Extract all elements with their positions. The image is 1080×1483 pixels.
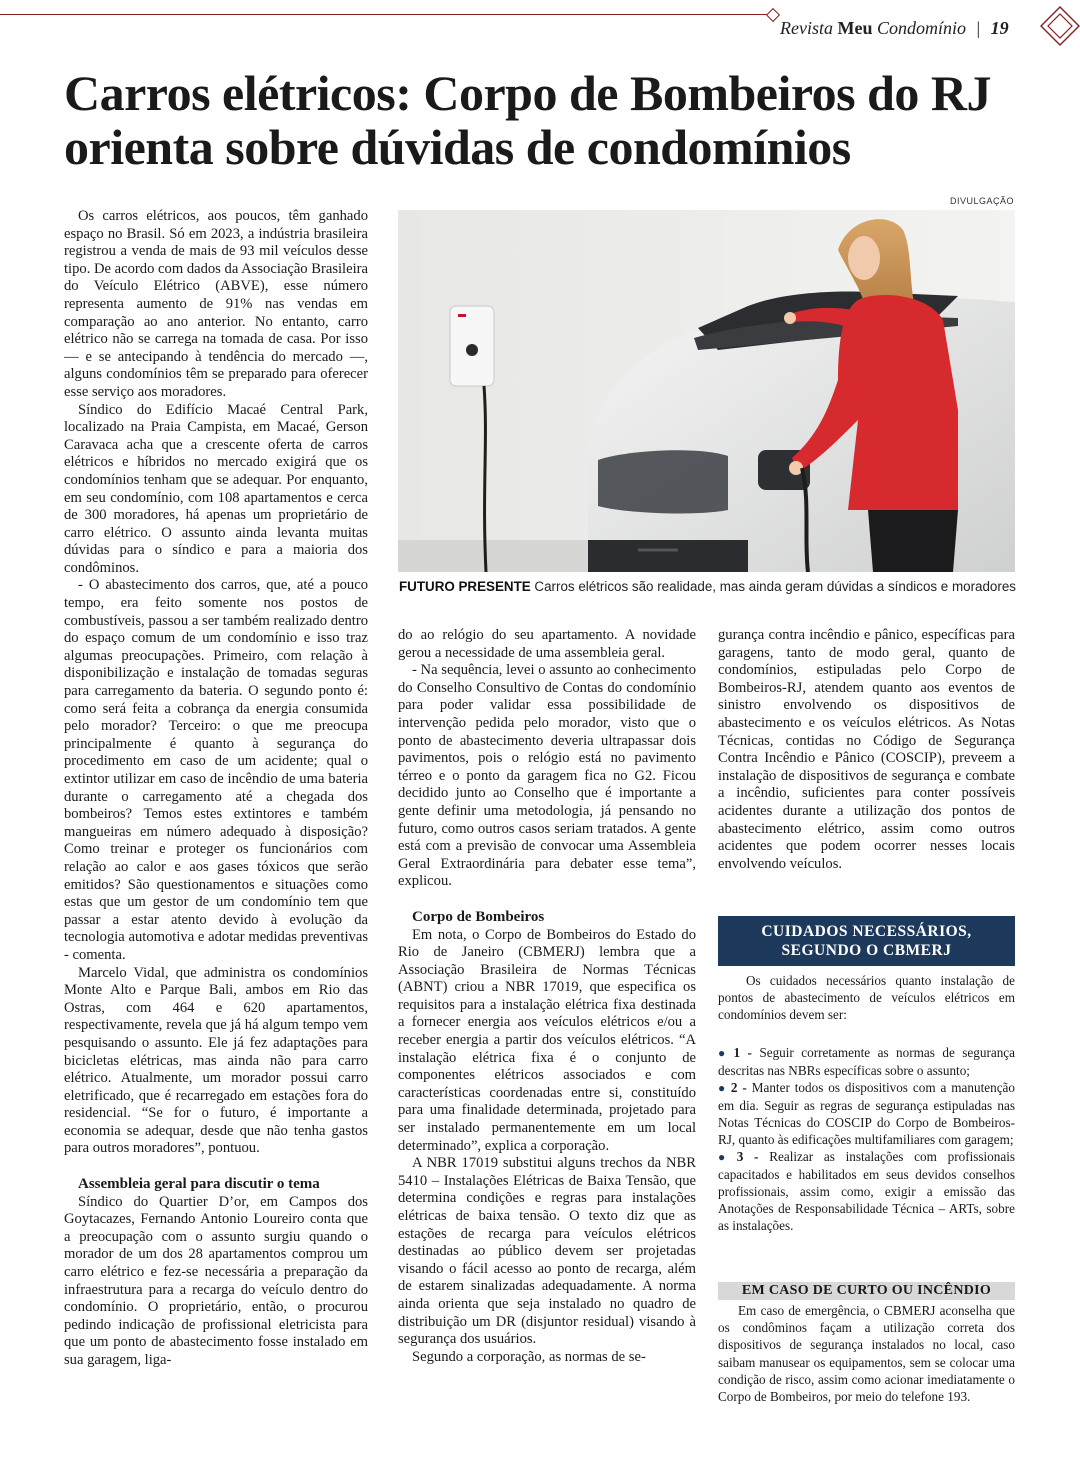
- paragraph: Em nota, o Corpo de Bombeiros do Estado do Rio de Janeiro (CBMERJ) lembra que a Associação Brasileira de Normas Técnicas (ABNT) criou a NBR 17019, que especifica os requisitos para a instalação elétrica fixa destinada a fornecer energia aos veículos elétricos e/ou a receber energia a partir dos veículos elétricos. “A instalação elétrica fixa é o conjunto de componentes elétricos associados e com características coordenadas entre si, constituído para uma finalidade determinada, projetado para ser instalado permanentemente em um local determinado”, explica a corporação.: [398, 926, 696, 1154]
- emergency-text: Em caso de emergência, o CBMERJ aconselha que os condôminos façam a utilização correta dos dispositivos de segurança instalados no local, caso saibam manusear os equipamentos, sem se colocar uma condição de risco, assim como acionar imediatamente o Corpo de Bombeiros, por meio do telefone 193.: [718, 1303, 1015, 1405]
- caption-lead: FUTURO PRESENTE: [399, 579, 531, 594]
- masthead-revista: Revista: [780, 18, 833, 38]
- bullet-item: [718, 1079, 1015, 1148]
- paragraph: do ao relógio do seu apartamento. A novidade gerou a necessidade de uma assembleia geral.: [398, 627, 696, 661]
- paragraph: Marcelo Vidal, que administra os condomínios Monte Alto e Parque Bali, ambos em Rio das Ostras, com 464 e 620 apartamentos, respectivamente, revela que já há algum tempo vem pesquisando o assunto. Ele já fez adaptações para bicicletas elétricas, mas ainda não para carro elétrico. Atualmente, um morador possui carro eletrificado, que é recarregado em estações fora do residencial. “Se for o futuro, é importante a economia se adequar, desde que não tenha gastos para outros moradores”, pontuou.: [64, 964, 368, 1157]
- subheading-bombeiros: Corpo de Bombeiros: [412, 908, 545, 925]
- caption-text: Carros elétricos são realidade, mas ainda geram dúvidas a síndicos e moradores: [534, 579, 1016, 594]
- bullet-text: Seguir corretamente as normas de segurança descritas nas NBRs específicas sobre o assunto;: [718, 1045, 1015, 1078]
- corner-diamond-icon: [1040, 6, 1080, 46]
- paragraph: A NBR 17019 substitui alguns trechos da NBR 5410 – Instalações Elétricas de Baixa Tensão, que determina condições e regras para instalações elétricas de baixa tensão. O texto diz que as estações de recarga para veículos elétricos destinadas ao público devem ser projetadas visando o fácil acesso ao ponto de recarga, além de estarem sinalizadas adequadamente. A norma ainda orienta que seja instalado no quadro de distribuição um DR (disjuntor residual) visando à segurança dos usuários.: [398, 1155, 696, 1348]
- subheading-assembleia: Assembleia geral para discutir o tema: [78, 1176, 320, 1193]
- box-title-line-2: SEGUNDO O CBMERJ: [781, 942, 952, 959]
- emergency-box-text: [718, 1302, 1015, 1405]
- paragraph: Síndico do Edifício Macaé Central Park, localizado na Praia Campista, em Macaé, Gerson Caravaca acha que a crescente oferta de carros elétricos e híbridos no mercado exigirá que os condomínios tenham que se adequar. Por enquanto, em seu condomínio, com 108 apartamentos e cerca de 300 moradores, há apenas um proprietário de carro elétrico. O assunto ainda levanta muitas dúvidas para o síndico e para a maioria dos condôminos.: [64, 401, 368, 576]
- bullet-dot-icon: ●: [718, 1046, 730, 1060]
- photo-credit: DIVULGAÇÃO: [949, 196, 1014, 206]
- paragraph: Os carros elétricos, aos poucos, têm ganhado espaço no Brasil. Só em 2023, a indústria brasileira registrou a venda de mais de 93 mil veículos desse tipo. De acordo com dados da Associação Brasileira do Veículo Elétrico (ABVE), esse número representa aumento de 91% nas vendas em comparação ao ano anterior. No entanto, carro elétrico não se carrega na tomada de casa. Por isso — e se antecipando à tendência do mercado —, alguns condomínios têm se preparado para oferecer esse serviço aos moradores.: [64, 208, 368, 400]
- paragraph: - Na sequência, levei o assunto ao conhecimento do Conselho Consultivo de Contas do condomínio para poder validar essa possibilidade de intervenção pedida pelo morador, visto que o ponto de abastecimento deveria ultrapassar dois pavimentos, pois o relógio está no pavimento térreo e o ponto da garagem fica no G2. Ficou decidido junto ao Conselho que é importante a gente definir uma metodologia, já pensando no futuro, como outros casos seriam tratados. A gente está com a previsão de convocar uma Assembleia Geral Extraordinária para debater esse tema”, explicou.: [398, 662, 696, 890]
- box-bullets: [718, 1044, 1015, 1234]
- page-number: 19: [990, 18, 1009, 38]
- paragraph: gurança contra incêndio e pânico, específicas para garagens, tanto de modo geral, quanto de condomínios, estipuladas pelo Corpo de Bombeiros-RJ, atendem quanto aos eventos de sinistro envolvendo os dispositivos de abastecimento e os veículos elétricos. As Notas Técnicas, contidas no Código de Segurança Contra Incêndio e Pânico (COSCIP), preveem a instalação de dispositivos de segurança e combate a incêndio, suficientes para conter possíveis acidentes durante a utilização dos pontos de abastecimento elétrico, assim como outros acidentes que podem ocorrer nesses locais envolvendo veículos.: [718, 627, 1015, 872]
- box-title-line-1: CUIDADOS NECESSÁRIOS,: [761, 923, 972, 940]
- masthead-meu: Meu: [837, 18, 873, 38]
- bullet-item: [718, 1044, 1015, 1079]
- article-photo: [398, 210, 1015, 572]
- masthead: [780, 18, 1009, 39]
- paragraph: Segundo a corporação, as normas de se-: [412, 1348, 646, 1365]
- bullet-text: Manter todos os dispositivos com a manutenção em dia. Seguir as regras de segurança estipuladas nas Notas Técnicas do COSCIP do Corpo de Bombeiros-RJ, quanto às edificações multifamiliares com garagem;: [718, 1080, 1015, 1147]
- bullet-dot-icon: ●: [718, 1150, 733, 1164]
- bullet-number: 2 -: [730, 1080, 747, 1095]
- masthead-condominio: Condomínio: [876, 18, 966, 38]
- masthead-separator: |: [976, 18, 981, 38]
- emergency-box-title: EM CASO DE CURTO OU INCÊNDIO: [718, 1282, 1015, 1300]
- bullet-dot-icon: ●: [718, 1081, 727, 1095]
- sidebar-box-title: [718, 916, 1015, 966]
- box-intro: [718, 972, 1015, 1023]
- top-rule: [0, 14, 770, 15]
- photo-caption: [399, 579, 1029, 594]
- column-1: [64, 208, 368, 1370]
- bullet-number: 3 -: [736, 1149, 759, 1164]
- bullet-item: [718, 1148, 1015, 1234]
- paragraph: - O abastecimento dos carros, que, até a pouco tempo, era feito somente nos postos de combustíveis, passou a ser também realizado dentro do espaço comum de um condomínio e isso traz algumas preocupações. Primeiro, com relação à disponibilização e instalação de tomadas seguras para carregamento da bateria. O segundo ponto é: como será feita a cobrança da energia consumida pelo morador? Terceiro: o que me preocupa principalmente é quanto à segurança do procedimento em caso de um acidente; qual o extintor utilizar em caso de incêndio de uma bateria durante o carregamento até a chegada dos bombeiros? Temos estes extintores e também mangueiras em número adequado à disposição? Como treinar e proteger os funcionários com relação ao calor e aos gases tóxicos que serão emitidos? São questionamentos e situações como estas que um gestor de um condomínio tem que passar a estar atento devido à evolução da tecnologia automotiva e adotar medidas preventivas - comenta.: [64, 577, 368, 963]
- column-2: [398, 627, 696, 1366]
- box-intro-text: Os cuidados necessários quanto instalação de pontos de abastecimento de veículos elétricos em condomínios devem ser:: [718, 973, 1015, 1022]
- headline: Carros elétricos: Corpo de Bombeiros do RJ orienta sobre dúvidas de condomínios: [64, 65, 992, 175]
- column-3: [718, 627, 1015, 873]
- ev-charging-illustration: [398, 210, 1015, 572]
- paragraph: Síndico do Quartier D’or, em Campos dos Goytacazes, Fernando Antonio Loureiro conta que a preocupação com o assunto surgiu quando o morador de um dos 28 apartamentos comprou um carro elétrico e fez-se necessária a preparação da infraestrutura para a recarga do veículo dentro do condomínio. O proprietário, então, o procurou pedindo indicação de profissional eletricista para que um ponto de abastecimento fosse instalado em sua garagem, liga-: [64, 1193, 368, 1368]
- bullet-number: 1 -: [733, 1045, 752, 1060]
- bullet-text: Realizar as instalações com profissionais capacitados e habilitados em seus devidos conselhos profissionais, assim como, exigir a emissão das Anotações de Responsabilidade Técnica – ARTs, sobre as instalações.: [718, 1149, 1016, 1233]
- top-diamond-ornament: [766, 8, 780, 22]
